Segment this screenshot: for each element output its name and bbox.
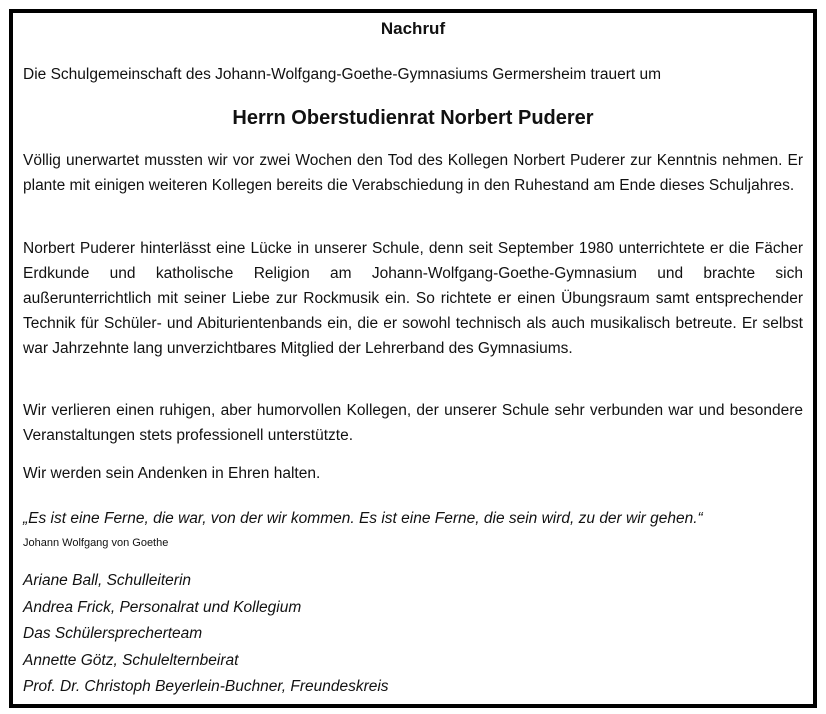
signer-item: Annette Götz, Schulelternbeirat: [23, 651, 239, 669]
signer-item: Andrea Frick, Personalrat und Kollegium: [23, 598, 302, 616]
signers-list: [23, 568, 389, 701]
obituary-content: [23, 13, 803, 704]
paragraph-remembrance: Wir werden sein Andenken in Ehren halten.: [23, 465, 321, 482]
intro-line: Die Schulgemeinschaft des Johann-Wolfgang-Goethe-Gymnasiums Germersheim trauert um: [23, 66, 662, 83]
quote-author: Johann Wolfgang von Goethe: [23, 537, 169, 549]
paragraph-career: Norbert Puderer hinterlässt eine Lücke in unserer Schule, denn seit September 1980 unterrichtete er die Fächer Erdkunde und katholische Religion am Johann-Wolfgang-Goethe-Gymnasium und brachte sich außerunterrichtlich mit seiner Liebe zur Rockmusik ein. So richtete er einen Übungsraum samt entsprechender Technik für Schüler- und Abiturientenbands ein, die er sowohl technisch als auch musikalisch betreute. Er selbst war Jahrzehnte lang unverzichtbares Mitglied der Lehrerband des Gymnasiums.: [23, 240, 803, 357]
signer-item: Prof. Dr. Christoph Beyerlein-Buchner, Freundeskreis: [23, 678, 389, 695]
deceased-name: Herrn Oberstudienrat Norbert Puderer: [232, 107, 594, 129]
goethe-quote: „Es ist eine Ferne, die war, von der wir kommen. Es ist eine Ferne, die sein wird, zu der wir gehen.“: [23, 510, 703, 527]
signer-item: Ariane Ball, Schulleiterin: [23, 572, 192, 589]
obituary-frame: [9, 9, 817, 708]
obituary-heading: Nachruf: [380, 19, 446, 38]
paragraph-death-notice: Völlig unerwartet mussten wir vor zwei Wochen den Tod des Kollegen Norbert Puderer zur Kenntnis nehmen. Er plante mit einigen weiteren Kollegen bereits die Verabschiedung in den Ruhestand am Ende dieses Schuljahres.: [23, 152, 803, 194]
paragraph-character: Wir verlieren einen ruhigen, aber humorvollen Kollegen, der unserer Schule sehr verbunden war und besondere Veranstaltungen stets professionell unterstützte.: [23, 402, 803, 444]
signer-item: Das Schülersprecherteam: [23, 625, 203, 642]
